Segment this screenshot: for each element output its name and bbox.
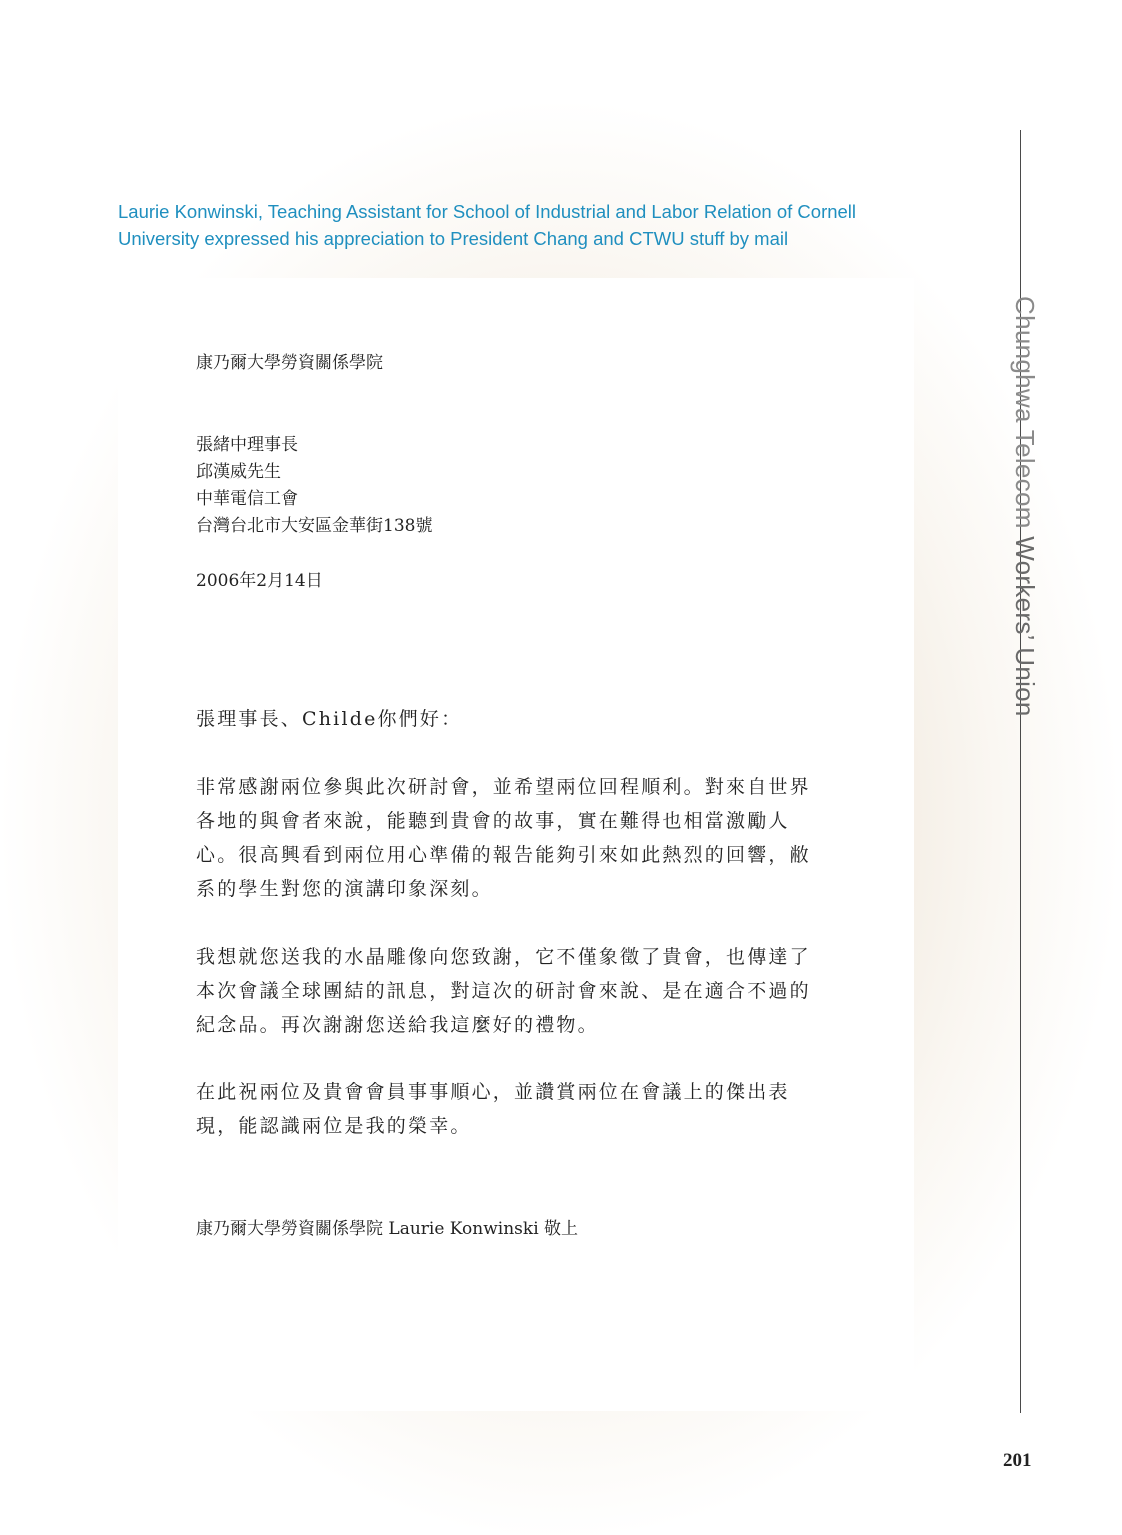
salutation: 張理事長、Childe你們好： xyxy=(196,708,463,730)
paragraph-line: 心。很高興看到兩位用心準備的報告能夠引來如此熱烈的回響，敝 xyxy=(196,844,811,866)
recipient-line: 中華電信工會 xyxy=(196,489,298,509)
paragraph-line: 現，能認識兩位是我的榮幸。 xyxy=(196,1115,472,1137)
signature: 康乃爾大學勞資關係學院 Laurie Konwinski 敬上 xyxy=(196,1219,579,1239)
paragraph-line: 在此祝兩位及貴會會員事事順心，並讚賞兩位在會議上的傑出表 xyxy=(196,1081,790,1103)
paragraph-line: 紀念品。再次謝謝您送給我這麼好的禮物。 xyxy=(196,1014,599,1036)
recipient-line: 邱漢威先生 xyxy=(196,462,281,482)
paragraph-line: 各地的與會者來說，能聽到貴會的故事，實在難得也相當激勵人 xyxy=(196,810,790,832)
recipient-address: 台灣台北市大安區金華街138號 xyxy=(196,516,433,536)
letter-sheet xyxy=(118,278,914,1411)
side-running-title xyxy=(1009,296,1040,717)
paragraph-line: 我想就您送我的水晶雕像向您致謝，它不僅象徵了貴會，也傳達了 xyxy=(196,946,811,968)
letter-date: 2006年2月14日 xyxy=(196,571,323,591)
paragraph-line: 系的學生對您的演講印象深刻。 xyxy=(196,878,493,900)
paragraph-line: 非常感謝兩位參與此次研討會，並希望兩位回程順利。對來自世界 xyxy=(196,776,811,798)
recipient-line: 張緒中理事長 xyxy=(196,435,298,455)
page-number: 201 xyxy=(1003,1450,1032,1471)
caption-line-1: Laurie Konwinski, Teaching Assistant for School of Industrial and Labor Relation of Cornell xyxy=(118,201,857,222)
paragraph-line: 本次會議全球團結的訊息，對這次的研討會來說、是在適合不過的 xyxy=(196,980,811,1002)
side-title-part-1: Chunghwa Telecom xyxy=(1010,296,1040,529)
sender-organization: 康乃爾大學勞資關係學院 xyxy=(196,353,383,373)
side-title-part-2: Workers’ Union xyxy=(1010,536,1040,717)
caption-line-2: University expressed his appreciation to President Chang and CTWU stuff by mail xyxy=(118,228,789,249)
photo-caption xyxy=(118,198,938,252)
